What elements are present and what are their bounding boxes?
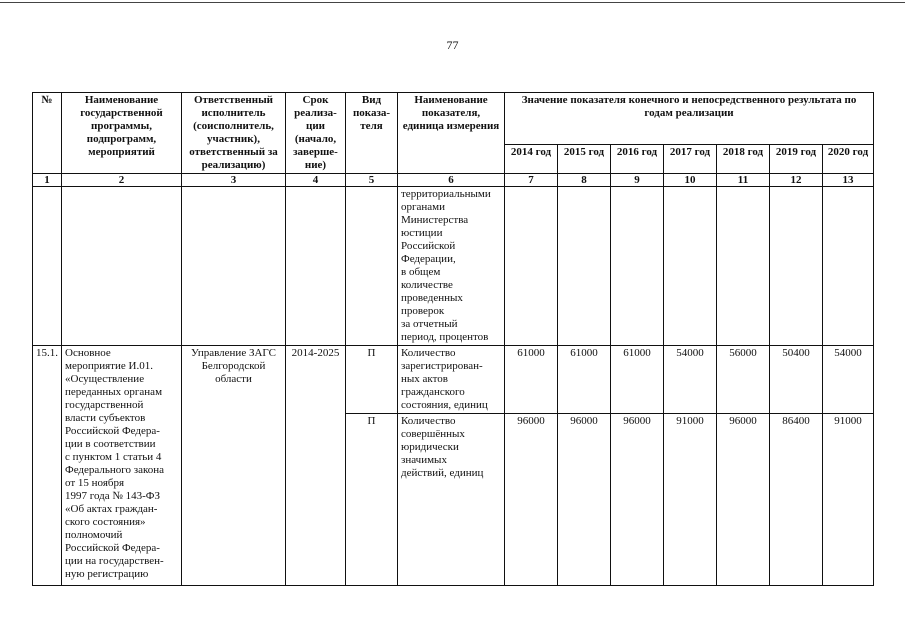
value-cell: 96000: [611, 414, 664, 586]
text-line: состояния, единиц: [401, 399, 488, 411]
value-cell: 96000: [505, 414, 558, 586]
column-number: 1: [33, 174, 62, 187]
text-line: количестве: [401, 279, 453, 291]
empty-cell: [717, 187, 770, 346]
value-cell: 91000: [823, 414, 874, 586]
indicator-type: П: [346, 414, 398, 586]
text-line: значимых: [401, 454, 447, 466]
text-line: Количество: [401, 347, 456, 359]
value-cell: 50400: [770, 346, 823, 414]
empty-cell: [346, 187, 398, 346]
row-number: 15.1.: [33, 346, 62, 586]
text-line: Основное: [65, 347, 111, 359]
value-cell: 54000: [664, 346, 717, 414]
text-line: ции в соответствии: [65, 438, 156, 450]
text-line: ную регистрацию: [65, 568, 149, 580]
column-number: 2: [62, 174, 182, 187]
header-indicator: Наименование показателя, единица измерения: [398, 93, 505, 174]
header-period: Срок реализа-ции (начало, заверше-ние): [286, 93, 346, 174]
text-line: 1997 года № 143-ФЗ: [65, 490, 161, 502]
continuation-indicator: [398, 187, 505, 346]
header-year: 2015 год: [558, 145, 611, 174]
text-line: полномочий: [65, 529, 123, 541]
empty-cell: [505, 187, 558, 346]
header-number: №: [33, 93, 62, 174]
text-line: территориальными: [401, 188, 491, 200]
text-line: проведенных: [401, 292, 463, 304]
text-line: ского состояния»: [65, 516, 146, 528]
text-line: Российской: [401, 240, 456, 252]
column-number: 6: [398, 174, 505, 187]
column-number: 10: [664, 174, 717, 187]
text-line: за отчетный: [401, 318, 458, 330]
value-cell: 61000: [558, 346, 611, 414]
text-line: совершённых: [401, 428, 465, 440]
column-number: 5: [346, 174, 398, 187]
value-cell: 61000: [611, 346, 664, 414]
column-number: 9: [611, 174, 664, 187]
text-line: области: [215, 373, 252, 385]
continuation-row: [33, 187, 874, 346]
empty-cell: [182, 187, 286, 346]
scan-top-border: [0, 2, 905, 3]
text-line: Российской Федера-: [65, 542, 160, 554]
indicator-table: [32, 92, 874, 586]
column-number: 8: [558, 174, 611, 187]
text-line: действий, единиц: [401, 467, 484, 479]
header-values-group: Значение показателя конечного и непосредственного результата по годам реализации: [505, 93, 874, 145]
text-line: ции на государствен-: [65, 555, 164, 567]
header-year: 2018 год: [717, 145, 770, 174]
value-cell: 54000: [823, 346, 874, 414]
header-year: 2014 год: [505, 145, 558, 174]
indicator-name: [398, 414, 505, 586]
period: 2014-2025: [286, 346, 346, 586]
column-number: 3: [182, 174, 286, 187]
column-number: 11: [717, 174, 770, 187]
text-line: Министерства: [401, 214, 469, 226]
column-number: 7: [505, 174, 558, 187]
text-line: в общем: [401, 266, 441, 278]
column-number: 12: [770, 174, 823, 187]
text-line: юридически: [401, 441, 459, 453]
value-cell: 56000: [717, 346, 770, 414]
header-year: 2016 год: [611, 145, 664, 174]
text-line: от 15 ноября: [65, 477, 125, 489]
text-line: гражданского: [401, 386, 465, 398]
text-line: период, процентов: [401, 331, 489, 343]
text-line: Управление ЗАГС: [191, 347, 276, 359]
text-line: органами: [401, 201, 446, 213]
column-number: 13: [823, 174, 874, 187]
text-line: юстиции: [401, 227, 443, 239]
column-number-row: [33, 174, 874, 187]
value-cell: 86400: [770, 414, 823, 586]
empty-cell: [664, 187, 717, 346]
program-name: [62, 346, 182, 586]
executor: [182, 346, 286, 586]
value-cell: 96000: [558, 414, 611, 586]
header-type: Вид показа-теля: [346, 93, 398, 174]
indicator-name: [398, 346, 505, 414]
header-year: 2017 год: [664, 145, 717, 174]
text-line: мероприятие И.01.: [65, 360, 153, 372]
text-line: ных актов: [401, 373, 448, 385]
empty-cell: [770, 187, 823, 346]
text-line: Федерального закона: [65, 464, 165, 476]
text-line: государственной: [65, 399, 144, 411]
column-number: 4: [286, 174, 346, 187]
empty-cell: [286, 187, 346, 346]
empty-cell: [558, 187, 611, 346]
empty-cell: [823, 187, 874, 346]
text-line: с пунктом 1 статьи 4: [65, 451, 162, 463]
value-cell: 91000: [664, 414, 717, 586]
empty-cell: [611, 187, 664, 346]
text-line: Федерации,: [401, 253, 456, 265]
header-year: 2020 год: [823, 145, 874, 174]
text-line: «Осуществление: [65, 373, 145, 385]
text-line: зарегистрирован-: [401, 360, 483, 372]
text-line: переданных органам: [65, 386, 163, 398]
text-line: «Об актах граждан-: [65, 503, 158, 515]
empty-cell: [33, 187, 62, 346]
text-line: Количество: [401, 415, 456, 427]
table-row: [33, 346, 874, 414]
header-row: [33, 93, 874, 145]
text-line: Белгородской: [201, 360, 266, 372]
header-executor: Ответственный исполнитель (соисполнитель, участник), ответственный за реализацию): [182, 93, 286, 174]
text-line: власти субъектов: [65, 412, 146, 424]
value-cell: 96000: [717, 414, 770, 586]
empty-cell: [62, 187, 182, 346]
text-line: Российской Федера-: [65, 425, 160, 437]
value-cell: 61000: [505, 346, 558, 414]
indicator-type: П: [346, 346, 398, 414]
page-number: 77: [446, 38, 459, 52]
header-year: 2019 год: [770, 145, 823, 174]
text-line: проверок: [401, 305, 445, 317]
header-program: Наименование государственной программы, подпрограмм, мероприятий: [62, 93, 182, 174]
